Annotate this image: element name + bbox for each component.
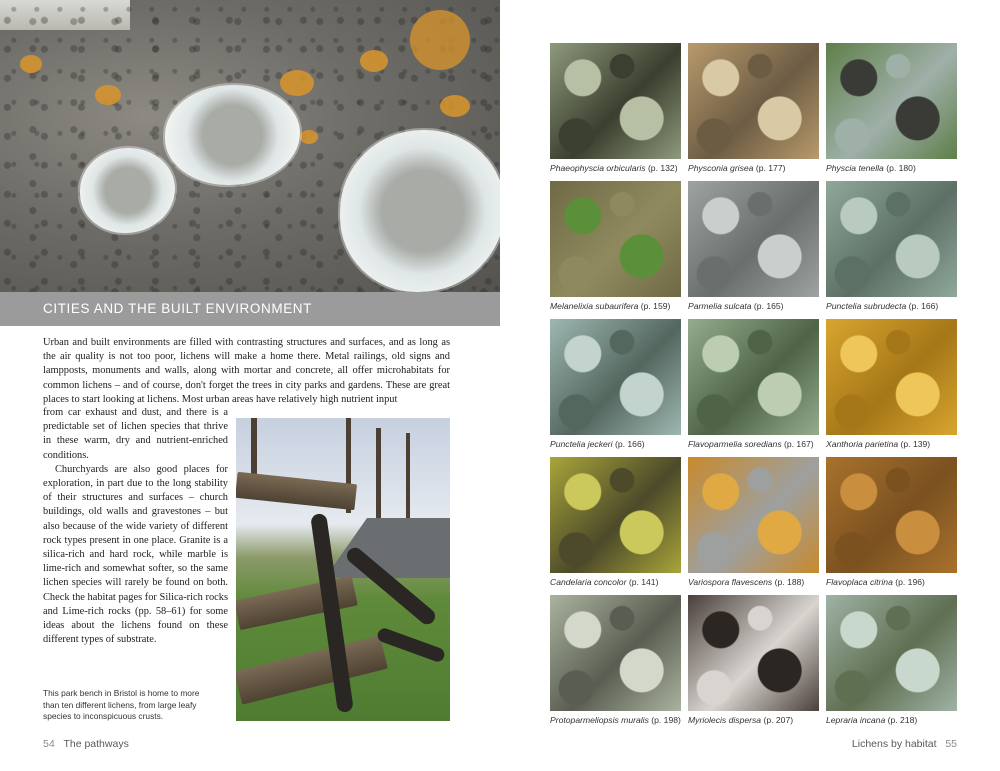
- species-photo: [688, 181, 819, 297]
- bench-seat: [236, 635, 388, 704]
- page-number: 55: [945, 738, 957, 750]
- species-name: Punctelia jeckeri: [550, 439, 613, 449]
- species-page-ref: (p. 159): [640, 301, 671, 311]
- species-page-ref: (p. 132): [647, 163, 678, 173]
- section-banner: [0, 292, 500, 326]
- orange-lichen-patch: [95, 85, 121, 105]
- column-text: [43, 406, 228, 647]
- species-name: Protoparmeliopsis muralis: [550, 715, 649, 725]
- species-page-ref: (p. 180): [886, 163, 916, 173]
- hero-photo-lichen-on-stone: [0, 0, 500, 292]
- species-photo: [688, 43, 819, 159]
- species-photo: [826, 181, 957, 297]
- species-name: Flavoplaca citrina: [826, 577, 893, 587]
- species-caption: [688, 301, 823, 311]
- right-page: [500, 0, 1000, 771]
- species-name: Phaeophyscia orbicularis: [550, 163, 646, 173]
- species-name: Punctelia subrudecta: [826, 301, 907, 311]
- species-photo: [826, 43, 957, 159]
- park-path: [325, 518, 450, 578]
- intro-paragraph: Urban and built environments are filled with contrasting structures and surfaces, and as long as the air quality is not too poor, lichens will make a home there. Metal railings, old signs and lampposts, monuments and walls, along with mortar and concrete, all offer microhabitats for common lichens – and of course, don't forget the trees in city parks and gardens. These are great places to start looking at lichens. Most urban areas have relatively high nutrient input: [43, 337, 450, 405]
- species-photo: [550, 181, 681, 297]
- species-photo: [688, 595, 819, 711]
- bench-caption: This park bench in Bristol is home to more than ten different lichens, from large leafy species to inconspicuous crusts.: [43, 688, 200, 721]
- tree-trunk: [376, 428, 381, 518]
- species-caption: [826, 439, 961, 449]
- footer-right: [852, 738, 957, 750]
- species-caption: [550, 439, 685, 449]
- species-caption: [688, 577, 823, 587]
- species-page-ref: (p. 177): [755, 163, 786, 173]
- species-name: Flavoparmelia soredians: [688, 439, 782, 449]
- species-page-ref: (p. 198): [651, 715, 681, 725]
- species-page-ref: (p. 188): [774, 577, 805, 587]
- bench-iron-arm: [376, 626, 447, 663]
- species-caption: [688, 715, 823, 725]
- species-caption: [550, 301, 685, 311]
- species-caption: [550, 715, 685, 725]
- species-caption: [688, 439, 823, 449]
- species-page-ref: (p. 218): [887, 715, 918, 725]
- running-head: Lichens by habitat: [851, 738, 937, 750]
- species-page-ref: (p. 167): [784, 439, 814, 449]
- species-page-ref: (p. 165): [753, 301, 784, 311]
- orange-lichen-patch: [360, 50, 388, 72]
- species-caption: [688, 163, 823, 173]
- species-name: Myriolecis dispersa: [688, 715, 762, 725]
- species-photo: [826, 319, 957, 435]
- bench-backrest: [236, 472, 357, 510]
- species-photo: [550, 595, 681, 711]
- species-page-ref: (p. 166): [614, 439, 645, 449]
- orange-lichen-patch: [280, 70, 314, 96]
- species-name: Lepraria incana: [826, 715, 886, 725]
- page-number: 54: [43, 738, 55, 750]
- species-page-ref: (p. 207): [763, 715, 794, 725]
- species-page-ref: (p. 166): [908, 301, 939, 311]
- species-photo: [826, 457, 957, 573]
- species-photo: [688, 457, 819, 573]
- species-page-ref: (p. 141): [628, 577, 659, 587]
- species-caption: [550, 163, 685, 173]
- orange-lichen-patch: [440, 95, 470, 117]
- orange-lichen-patch: [300, 130, 318, 144]
- species-name: Variospora flavescens: [688, 577, 773, 587]
- column-paragraph: Churchyards are also good places for exploration, in part due to the long stability of their structures and surfaces – church buildings, old walls and gravestones – but also because of the wide variety of different rock types present in one place. Granite is a silica-rich and hard rock, while marble is lime-rich and somewhat softer, so the same lichen species will rarely be found on both. Check the habitat pages for Silica-rich rocks and Lime-rich rocks (pp. 58–61) for some ideas about the lichens found on these different types of substrate.: [43, 463, 228, 646]
- orange-lichen-patch: [410, 10, 470, 70]
- species-photo: [550, 319, 681, 435]
- species-photo: [550, 457, 681, 573]
- species-caption: [826, 577, 961, 587]
- species-photo: [688, 319, 819, 435]
- species-name: Melanelixia subaurifera: [550, 301, 639, 311]
- section-title: CITIES AND THE BUILT ENVIRONMENT: [43, 301, 312, 316]
- species-name: Parmelia sulcata: [688, 301, 752, 311]
- species-photo: [550, 43, 681, 159]
- species-page-ref: (p. 196): [895, 577, 925, 587]
- tree-trunk: [406, 433, 410, 518]
- column-paragraph: from car exhaust and dust, and there is a predictable set of lichen species that thrive in these warm, dry and nutrient-enriched conditions.: [43, 407, 228, 461]
- species-caption: [826, 715, 961, 725]
- species-caption: [550, 577, 685, 587]
- species-name: Xanthoria parietina: [826, 439, 899, 449]
- species-name: Physconia grisea: [688, 163, 754, 173]
- orange-lichen-patch: [20, 55, 42, 73]
- species-caption: [826, 163, 961, 173]
- species-name: Physcia tenella: [826, 163, 884, 173]
- species-page-ref: (p. 139): [900, 439, 931, 449]
- footer-left: [43, 738, 129, 750]
- bench-photo: [236, 418, 450, 721]
- species-photo: [826, 595, 957, 711]
- running-head: The pathways: [63, 738, 129, 750]
- species-caption: [826, 301, 961, 311]
- species-name: Candelaria concolor: [550, 577, 627, 587]
- white-lichen-rosette: [340, 130, 500, 292]
